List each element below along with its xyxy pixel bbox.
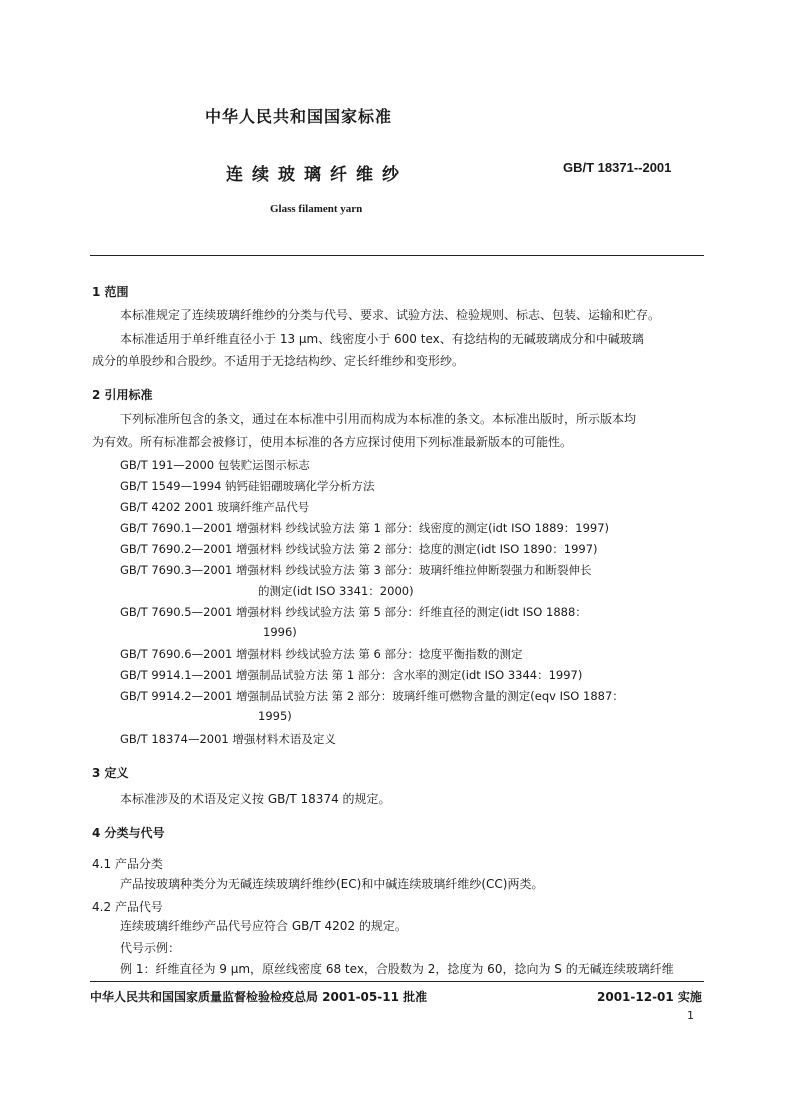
reference-item-continuation: 1996) <box>263 625 297 639</box>
section-1-paragraph-2b: 成分的单股纱和合股纱。不适用于无捻结构纱、定长纤维纱和变形纱。 <box>92 354 465 368</box>
implementation-date: 2001-12-01 实施 <box>597 990 702 1004</box>
approval-statement: 中华人民共和国国家质量监督检验检疫总局 2001-05-11 批准 <box>90 990 428 1004</box>
section-2-paragraph-b: 为有效。所有标准都会被修订，使用本标准的各方应探讨使用下列标准最新版本的可能性。 <box>92 435 573 449</box>
reference-item: GB/T 7690.2—2001 增强材料 纱线试验方法 第 2 部分：捻度的测定(idt ISO 1890：1997) <box>120 542 598 556</box>
header-divider <box>90 255 704 256</box>
example-label: 代号示例： <box>120 941 181 955</box>
reference-item-continuation: 的测定(idt ISO 3341：2000) <box>258 584 414 598</box>
section-4-2-paragraph: 连续玻璃纤维纱产品代号应符合 GB/T 4202 的规定。 <box>120 919 407 933</box>
section-4-1-paragraph: 产品按玻璃种类分为无碱连续玻璃纤维纱(EC)和中碱连续玻璃纤维纱(CC)两类。 <box>120 877 544 891</box>
reference-item: GB/T 1549—1994 钠钙硅铝硼玻璃化学分析方法 <box>120 479 375 493</box>
footer-divider <box>90 981 704 982</box>
section-1-heading: 1 范围 <box>92 285 129 299</box>
standard-number: GB/T 18371--2001 <box>563 160 672 175</box>
section-2-paragraph-a: 下列标准所包含的条文，通过在本标准中引用而构成为本标准的条文。本标准出版时，所示版本均 <box>120 412 637 426</box>
section-4-1-heading: 4.1 产品分类 <box>92 857 163 871</box>
reference-item: GB/T 191—2000 包装贮运图示标志 <box>120 458 310 472</box>
issuing-organization: 中华人民共和国国家标准 <box>205 107 393 126</box>
document-title: 连续玻璃纤维纱 <box>226 165 408 185</box>
example-1-text: 例 1：纤维直径为 9 μm，原丝线密度 68 tex，合股数为 2，捻度为 60，捻向为 S 的无碱连续玻璃纤维 <box>120 962 674 976</box>
reference-item: GB/T 7690.3—2001 增强材料 纱线试验方法 第 3 部分：玻璃纤维拉伸断裂强力和断裂伸长 <box>120 563 592 577</box>
section-4-2-heading: 4.2 产品代号 <box>92 900 163 914</box>
section-3-heading: 3 定义 <box>92 766 129 780</box>
section-3-paragraph: 本标准涉及的术语及定义按 GB/T 18374 的规定。 <box>120 792 391 806</box>
section-4-heading: 4 分类与代号 <box>92 826 165 840</box>
reference-item: GB/T 7690.6—2001 增强材料 纱线试验方法 第 6 部分：捻度平衡指数的测定 <box>120 647 523 661</box>
reference-item: GB/T 9914.1—2001 增强制品试验方法 第 1 部分：含水率的测定(idt ISO 3344：1997) <box>120 668 583 682</box>
section-1-paragraph-1: 本标准规定了连续玻璃纤维纱的分类与代号、要求、试验方法、检验规则、标志、包装、运输和贮存。 <box>120 308 661 322</box>
reference-item: GB/T 7690.1—2001 增强材料 纱线试验方法 第 1 部分：线密度的测定(idt ISO 1889：1997) <box>120 521 610 535</box>
reference-item: GB/T 9914.2—2001 增强制品试验方法 第 2 部分：玻璃纤维可燃物含量的测定(eqv ISO 1887： <box>120 689 624 703</box>
reference-item: GB/T 7690.5—2001 增强材料 纱线试验方法 第 5 部分：纤维直径的测定(idt ISO 1888： <box>120 605 587 619</box>
english-title: Glass filament yarn <box>270 203 363 215</box>
page-number: 1 <box>687 1009 694 1022</box>
section-1-paragraph-2a: 本标准适用于单纤维直径小于 13 μm、线密度小于 600 tex、有捻结构的无碱玻璃成分和中碱玻璃 <box>120 332 644 346</box>
reference-item-continuation: 1995) <box>258 709 292 723</box>
reference-item: GB/T 18374—2001 增强材料术语及定义 <box>120 732 336 746</box>
reference-item: GB/T 4202 2001 玻璃纤维产品代号 <box>120 500 310 514</box>
section-2-heading: 2 引用标准 <box>92 388 153 402</box>
